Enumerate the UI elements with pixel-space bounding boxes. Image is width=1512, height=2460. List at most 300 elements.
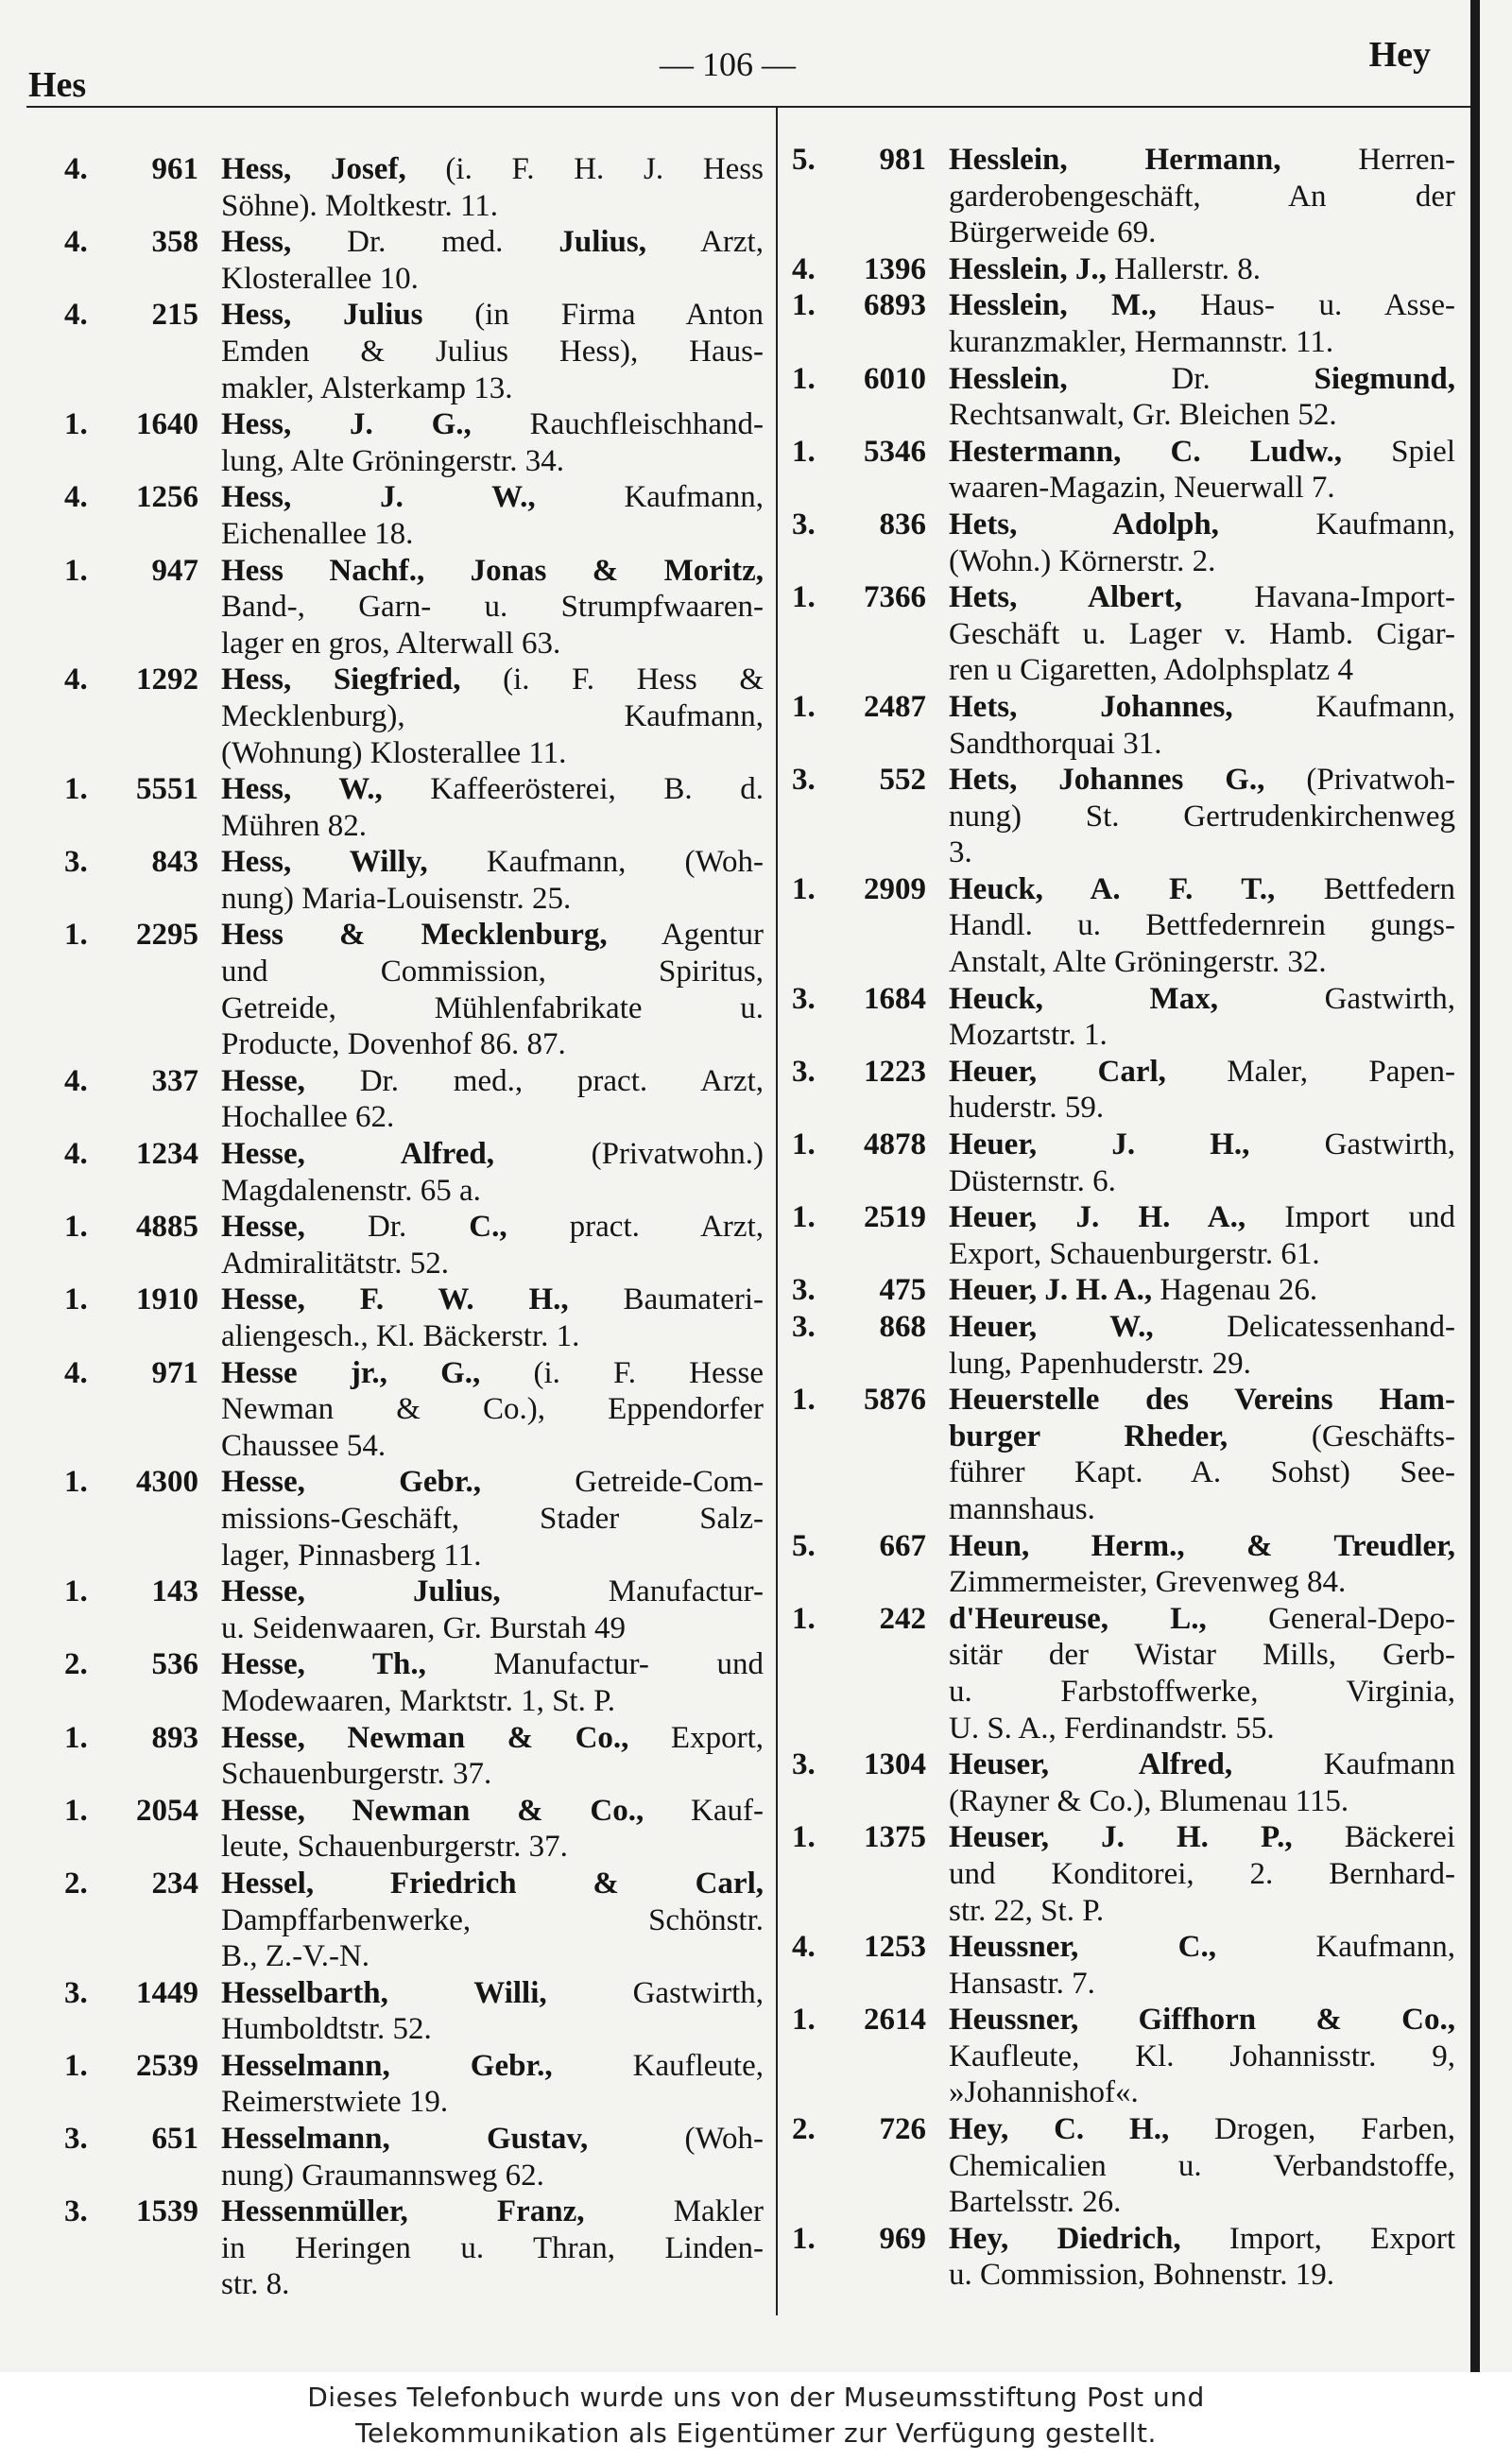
- entry-details: Export,: [628, 1720, 764, 1755]
- entry-line: [949, 1163, 1455, 1200]
- exchange-number: 3.: [792, 1747, 816, 1782]
- entry-details: Arzt,: [645, 225, 764, 260]
- phone-number: 1234: [136, 1137, 198, 1172]
- entry-line: [949, 834, 1455, 871]
- entry-details: (Geschäfts-: [1228, 1419, 1455, 1454]
- exchange-number: 5.: [792, 143, 816, 177]
- entry-line: [949, 1856, 1455, 1893]
- entry-line: [949, 1966, 1455, 2003]
- subscriber-name: Hets, Adolph,: [949, 507, 1219, 542]
- entry-line: [949, 2257, 1455, 2294]
- exchange-number: 4.: [64, 1355, 88, 1390]
- phone-number-cell: [64, 1063, 198, 1100]
- entry-line: [221, 1099, 764, 1136]
- entry-details: Gastwirth,: [546, 1975, 764, 2010]
- subscriber-name: Hesslein,: [949, 361, 1068, 396]
- subscriber-name: Hesselbarth, Willi,: [221, 1975, 547, 2010]
- entry-details: Söhne). Moltkestr. 11.: [221, 188, 499, 223]
- directory-entry: [792, 1054, 1455, 1127]
- entry-details: nung) Graumannsweg 62.: [221, 2158, 544, 2193]
- phone-number: 1292: [136, 662, 198, 697]
- directory-entry: [792, 1127, 1455, 1199]
- exchange-number: 3.: [792, 1273, 816, 1308]
- entry-text: [949, 1929, 1455, 2002]
- entry-details: Kaffeerösterei, B. d.: [382, 772, 764, 807]
- entry-text: [221, 1209, 764, 1282]
- entry-details: Geschäft u. Lager v. Hamb. Cigar-: [949, 616, 1455, 651]
- phone-number: 2614: [864, 2003, 926, 2038]
- exchange-number: 4.: [64, 480, 88, 515]
- exchange-number: 1.: [64, 1282, 88, 1317]
- entry-details: Dampffarbenwerke, Schönstr.: [221, 1902, 764, 1937]
- directory-entry: [64, 1464, 764, 1574]
- exchange-number: 2.: [64, 1647, 88, 1682]
- phone-number: 969: [879, 2221, 926, 2256]
- entry-details: Dr.: [304, 1210, 470, 1245]
- subscriber-name: Heuck, A. F. T.,: [949, 871, 1276, 906]
- subscriber-name: Hestermann, C. Ludw.,: [949, 434, 1342, 469]
- entry-text: [221, 2121, 764, 2193]
- subscriber-name: burger Rheder,: [949, 1419, 1228, 1454]
- entry-line: [949, 2221, 1455, 2258]
- phone-number-cell: [792, 579, 926, 616]
- entry-line: [949, 543, 1455, 580]
- phone-number: 836: [879, 507, 926, 542]
- phone-number: 4885: [136, 1210, 198, 1245]
- entry-details: Mühren 82.: [221, 808, 367, 843]
- entry-text: [949, 287, 1455, 360]
- directory-entry: [64, 1720, 764, 1793]
- phone-number: 552: [879, 763, 926, 798]
- entry-details: in Heringen u. Thran, Linden-: [221, 2230, 764, 2265]
- entry-line: [949, 944, 1455, 981]
- exchange-number: 1.: [792, 361, 816, 396]
- phone-number-cell: [792, 2111, 926, 2148]
- phone-number-cell: [792, 287, 926, 324]
- exchange-number: 2.: [792, 2112, 816, 2147]
- phone-number: 726: [879, 2112, 926, 2147]
- entry-line: [949, 1236, 1455, 1273]
- entry-line: [949, 652, 1455, 689]
- entry-text: [949, 871, 1455, 981]
- entry-line: [949, 1601, 1455, 1638]
- directory-entry: [64, 2121, 764, 2193]
- exchange-number: 1.: [64, 1465, 88, 1500]
- entry-line: [949, 251, 1455, 288]
- entry-line: [221, 881, 764, 918]
- directory-entry: [64, 479, 764, 552]
- entry-details: (Privatwohn.): [493, 1137, 764, 1172]
- entry-details: Gastwirth,: [1217, 981, 1455, 1016]
- entry-details: und Commission, Spiritus,: [221, 955, 764, 989]
- subscriber-name: Heuer, J. H. A.,: [949, 1200, 1246, 1235]
- directory-entry: [792, 1199, 1455, 1272]
- entry-line: [221, 370, 764, 407]
- entry-details: Havana-Import-: [1181, 580, 1455, 615]
- phone-number-cell: [792, 1819, 926, 1856]
- phone-number: 1539: [136, 2194, 198, 2229]
- directory-entry: [64, 1975, 764, 2048]
- entry-text: [949, 1054, 1455, 1127]
- entry-text: [949, 1382, 1455, 1527]
- directory-entry: [792, 871, 1455, 981]
- entry-details: Kaufmann,: [1218, 507, 1455, 542]
- entry-details: Kaufmann,: [1216, 1930, 1455, 1965]
- phone-number-cell: [792, 981, 926, 1018]
- entry-line: [221, 297, 764, 334]
- directory-entry: [792, 689, 1455, 762]
- entry-details: Chemicalien u. Verbandstoffe,: [949, 2148, 1455, 2183]
- entry-line: [949, 2039, 1455, 2075]
- entry-details: Import, Export: [1180, 2221, 1455, 2256]
- entry-text: [221, 151, 764, 224]
- exchange-number: 3.: [64, 2194, 88, 2229]
- entry-details: Klosterallee 10.: [221, 261, 419, 296]
- entry-line: [949, 1491, 1455, 1528]
- phone-number: 843: [151, 845, 198, 880]
- exchange-number: 1.: [64, 918, 88, 953]
- directory-entry: [792, 361, 1455, 434]
- directory-entry: [792, 1601, 1455, 1746]
- subscriber-name: Hess, Julius: [221, 298, 423, 333]
- directory-entry: [64, 553, 764, 662]
- directory-entry: [792, 1819, 1455, 1929]
- subscriber-name: Heussner, Giffhorn & Co.,: [949, 2003, 1455, 2038]
- exchange-number: 1.: [792, 434, 816, 469]
- subscriber-name: Hesse, F. W. H.,: [221, 1282, 569, 1317]
- entry-line: [949, 1346, 1455, 1383]
- exchange-number: 3.: [792, 1054, 816, 1089]
- entry-line: [949, 1272, 1455, 1309]
- subscriber-name: Hesse jr., G.,: [221, 1355, 481, 1390]
- entry-details: Zimmermeister, Grevenweg 84.: [949, 1565, 1347, 1600]
- phone-number-cell: [792, 762, 926, 799]
- entry-details: Maler, Papen-: [1165, 1054, 1455, 1089]
- phone-number: 6010: [864, 361, 926, 396]
- entry-details: Agentur: [607, 918, 764, 953]
- entry-line: [221, 698, 764, 735]
- entry-details: Baumateri-: [568, 1282, 764, 1317]
- directory-column-right: [792, 142, 1455, 2294]
- entry-line: [949, 1711, 1455, 1747]
- entry-text: [949, 2002, 1455, 2111]
- entry-text: [221, 1355, 764, 1465]
- entry-line: [949, 2148, 1455, 2185]
- subscriber-name: Hesselmann, Gebr.,: [221, 2048, 553, 2083]
- entry-text: [949, 1601, 1455, 1746]
- exchange-number: 3.: [792, 507, 816, 542]
- entry-line: [221, 261, 764, 298]
- directory-entry: [64, 2048, 764, 2121]
- subscriber-name: Hesse, Alfred,: [221, 1137, 494, 1172]
- exchange-number: 4.: [792, 1930, 816, 1965]
- exchange-number: 1.: [64, 772, 88, 807]
- entry-line: [221, 1355, 764, 1392]
- entry-details: Manufactur-: [500, 1574, 764, 1609]
- subscriber-name: Heuer, J. H. A.,: [949, 1273, 1153, 1308]
- entry-line: [949, 871, 1455, 908]
- entry-text: [221, 2048, 764, 2121]
- subscriber-name: Hessel, Friedrich & Carl,: [221, 1866, 764, 1901]
- phone-number-cell: [792, 142, 926, 179]
- directory-entry: [64, 2193, 764, 2303]
- directory-entry: [792, 1929, 1455, 2002]
- entry-details: Hochallee 62.: [221, 1100, 395, 1135]
- subscriber-name: Hesse, Julius,: [221, 1574, 501, 1609]
- entry-text: [221, 662, 764, 771]
- phone-number: 2054: [136, 1793, 198, 1828]
- subscriber-name: d'Heureuse, L.,: [949, 1601, 1207, 1636]
- entry-line: [221, 1829, 764, 1866]
- entry-line: [221, 954, 764, 990]
- entry-text: [221, 771, 764, 844]
- entry-details: Getreide, Mühlenfabrikate u.: [221, 990, 764, 1025]
- directory-entry: [792, 2221, 1455, 2294]
- entry-line: [949, 762, 1455, 799]
- phone-number-cell: [64, 1793, 198, 1830]
- entry-line: [949, 142, 1455, 179]
- subscriber-name: Hesse, Newman & Co.,: [221, 1793, 644, 1828]
- phone-number-cell: [64, 1866, 198, 1902]
- phone-number: 893: [151, 1720, 198, 1755]
- exchange-number: 1.: [792, 689, 816, 724]
- entry-details: Emden & Julius Hess), Haus-: [221, 334, 764, 369]
- entry-details: Getreide-Com-: [480, 1465, 764, 1500]
- entry-line: [221, 406, 764, 443]
- phone-number: 4878: [864, 1127, 926, 1162]
- phone-number-cell: [792, 689, 926, 726]
- entry-details: Bürgerweide 69.: [949, 215, 1157, 250]
- directory-entry: [64, 1063, 764, 1136]
- entry-details: Eichenallee 18.: [221, 516, 414, 551]
- entry-text: [221, 1464, 764, 1574]
- subscriber-name: Heuser, J. H. P.,: [949, 1820, 1293, 1855]
- subscriber-name: Hey, C. H.,: [949, 2112, 1170, 2147]
- directory-entry: [64, 662, 764, 771]
- exchange-number: 1.: [64, 1793, 88, 1828]
- entry-details: lager en gros, Alterwall 63.: [221, 626, 561, 661]
- entry-line: [949, 579, 1455, 616]
- entry-text: [949, 1127, 1455, 1199]
- entry-details: Export, Schauenburgerstr. 61.: [949, 1236, 1320, 1271]
- entry-line: [221, 1574, 764, 1610]
- phone-number: 1449: [136, 1975, 198, 2010]
- subscriber-name: Hesselmann, Gustav,: [221, 2122, 589, 2157]
- entry-text: [221, 553, 764, 662]
- entry-line: [949, 1893, 1455, 1930]
- entry-details: huderstr. 59.: [949, 1091, 1105, 1126]
- entry-line: [221, 808, 764, 845]
- phone-number-cell: [792, 1309, 926, 1346]
- page-edge: [1470, 0, 1480, 2372]
- entry-details: Schauenburgerstr. 37.: [221, 1757, 492, 1792]
- subscriber-name: Hesslein, Hermann,: [949, 143, 1281, 177]
- phone-number: 5876: [864, 1383, 926, 1418]
- entry-text: [221, 297, 764, 406]
- entry-line: [221, 2084, 764, 2121]
- entry-line: [949, 689, 1455, 726]
- entry-line: [221, 224, 764, 261]
- entry-line: [221, 1063, 764, 1100]
- entry-details: waaren-Magazin, Neuerwall 7.: [949, 471, 1335, 506]
- phone-number-cell: [64, 224, 198, 261]
- phone-number-cell: [64, 479, 198, 516]
- page-number: — 106 —: [660, 45, 796, 83]
- phone-number-cell: [64, 151, 198, 188]
- entry-line: [949, 1017, 1455, 1054]
- entry-line: [949, 324, 1455, 361]
- entry-text: [221, 917, 764, 1062]
- exchange-number: 4.: [64, 298, 88, 333]
- subscriber-name: Hess & Mecklenburg,: [221, 918, 608, 953]
- entry-details: Drogen, Farben,: [1169, 2112, 1456, 2147]
- entry-details: Rechtsanwalt, Gr. Bleichen 52.: [949, 398, 1337, 433]
- phone-number-cell: [792, 1127, 926, 1163]
- phone-number-cell: [792, 1382, 926, 1419]
- phone-number-cell: [64, 1464, 198, 1501]
- entry-text: [221, 224, 764, 297]
- directory-entry: [792, 1382, 1455, 1527]
- entry-line: [221, 334, 764, 370]
- entry-line: [949, 470, 1455, 507]
- entry-text: [221, 1136, 764, 1209]
- entry-line: [949, 1674, 1455, 1711]
- entry-details: lager, Pinnasberg 11.: [221, 1538, 482, 1573]
- entry-line: [221, 1501, 764, 1538]
- subscriber-name: Siegmund,: [1314, 361, 1455, 396]
- subscriber-name: Hess, W.,: [221, 772, 383, 807]
- entry-details: »Johannishof«.: [949, 2075, 1139, 2110]
- entry-details: str. 22, St. P.: [949, 1893, 1105, 1928]
- directory-entry: [792, 2111, 1455, 2221]
- subscriber-name: Hess Nachf., Jonas & Moritz,: [221, 553, 764, 588]
- entry-line: [221, 1975, 764, 2012]
- entry-details: garderobengeschäft, An der: [949, 179, 1455, 214]
- exchange-number: 1.: [792, 288, 816, 323]
- entry-details: (in Firma Anton: [422, 298, 764, 333]
- entry-line: [949, 434, 1455, 471]
- entry-details: leute, Schauenburgerstr. 37.: [221, 1830, 568, 1865]
- entry-line: [221, 1318, 764, 1355]
- exchange-number: 1.: [792, 1383, 816, 1418]
- directory-entry: [792, 507, 1455, 579]
- entry-line: [949, 361, 1455, 398]
- subscriber-name: Hess, J. G.,: [221, 407, 472, 442]
- directory-entry: [792, 579, 1455, 689]
- entry-text: [949, 2221, 1455, 2294]
- entry-text: [949, 434, 1455, 507]
- phone-number: 337: [151, 1063, 198, 1098]
- directory-entry: [64, 1355, 764, 1465]
- phone-number-cell: [792, 251, 926, 288]
- entry-details: Mozartstr. 1.: [949, 1018, 1108, 1053]
- entry-details: lung, Papenhuderstr. 29.: [949, 1346, 1251, 1381]
- entry-text: [949, 1746, 1455, 1819]
- entry-details: Herren-: [1280, 143, 1455, 177]
- entry-details: Rauchfleischhand-: [471, 407, 765, 442]
- entry-details: str. 8.: [221, 2267, 290, 2302]
- entry-details: (Privatwoh-: [1264, 763, 1455, 798]
- entry-line: [221, 1209, 764, 1246]
- subscriber-name: Heuser, Alfred,: [949, 1747, 1233, 1782]
- entry-details: makler, Alsterkamp 13.: [221, 370, 513, 405]
- entry-text: [221, 1975, 764, 2048]
- entry-details: Mecklenburg), Kaufmann,: [221, 698, 764, 733]
- directory-column-left: [64, 151, 764, 2303]
- entry-line: [221, 2121, 764, 2158]
- entry-line: [221, 589, 764, 626]
- entry-text: [949, 689, 1455, 762]
- entry-line: [221, 1538, 764, 1574]
- entry-line: [949, 2074, 1455, 2111]
- subscriber-name: Heuer, W.,: [949, 1310, 1154, 1344]
- entry-details: Kaufleute, Kl. Johannisstr. 9,: [949, 2039, 1455, 2073]
- exchange-number: 1.: [792, 1601, 816, 1636]
- entry-text: [221, 406, 764, 479]
- entry-text: [949, 507, 1455, 579]
- phone-number-cell: [64, 553, 198, 590]
- exchange-number: 4.: [64, 152, 88, 186]
- subscriber-name: Hess, Josef,: [221, 152, 406, 186]
- entry-details: (Rayner & Co.), Blumenau 115.: [949, 1783, 1349, 1818]
- entry-line: [221, 1683, 764, 1720]
- entry-text: [221, 479, 764, 552]
- entry-line: [949, 507, 1455, 543]
- directory-entry: [64, 151, 764, 224]
- entry-details: sitär der Wistar Mills, Gerb-: [949, 1638, 1455, 1673]
- phone-number: 6893: [864, 288, 926, 323]
- directory-entry: [792, 1309, 1455, 1382]
- exchange-number: 1.: [64, 1720, 88, 1755]
- entry-line: [221, 1720, 764, 1757]
- exchange-number: 3.: [64, 2122, 88, 2157]
- entry-details: Spiel: [1342, 434, 1455, 469]
- entry-details: Bettfedern: [1275, 871, 1455, 906]
- entry-line: [949, 616, 1455, 653]
- entry-details: (i. F. Hess &: [460, 662, 764, 697]
- exchange-number: 1.: [64, 1574, 88, 1609]
- entry-line: [949, 1309, 1455, 1346]
- entry-details: Producte, Dovenhof 86. 87.: [221, 1027, 566, 1062]
- phone-number-cell: [64, 1209, 198, 1246]
- entry-text: [949, 361, 1455, 434]
- phone-number: 5551: [136, 772, 198, 807]
- phone-number-cell: [792, 1054, 926, 1091]
- directory-entry: [64, 917, 764, 1062]
- entry-details: u. Seidenwaaren, Gr. Burstah 49: [221, 1610, 626, 1645]
- directory-entry: [792, 1746, 1455, 1819]
- entry-line: [949, 179, 1455, 215]
- entry-line: [221, 1902, 764, 1939]
- phone-number-cell: [792, 1746, 926, 1783]
- entry-details: missions-Geschäft, Stader Salz-: [221, 1501, 764, 1536]
- entry-line: [949, 1819, 1455, 1856]
- directory-entry: [792, 434, 1455, 507]
- phone-number: 651: [151, 2122, 198, 2157]
- phone-number-cell: [64, 662, 198, 698]
- phone-number-cell: [64, 771, 198, 808]
- entry-line: [221, 1646, 764, 1683]
- phone-number-cell: [64, 2193, 198, 2230]
- entry-details: Anstalt, Alte Gröningerstr. 32.: [949, 945, 1327, 980]
- exchange-number: 2.: [64, 1866, 88, 1901]
- entry-details: General-Depo-: [1206, 1601, 1455, 1636]
- entry-details: Dr. med., pract. Arzt,: [304, 1063, 764, 1098]
- entry-details: (Woh-: [588, 2122, 764, 2157]
- entry-text: [949, 251, 1455, 288]
- phone-number: 1396: [864, 251, 926, 286]
- exchange-number: 1.: [64, 553, 88, 588]
